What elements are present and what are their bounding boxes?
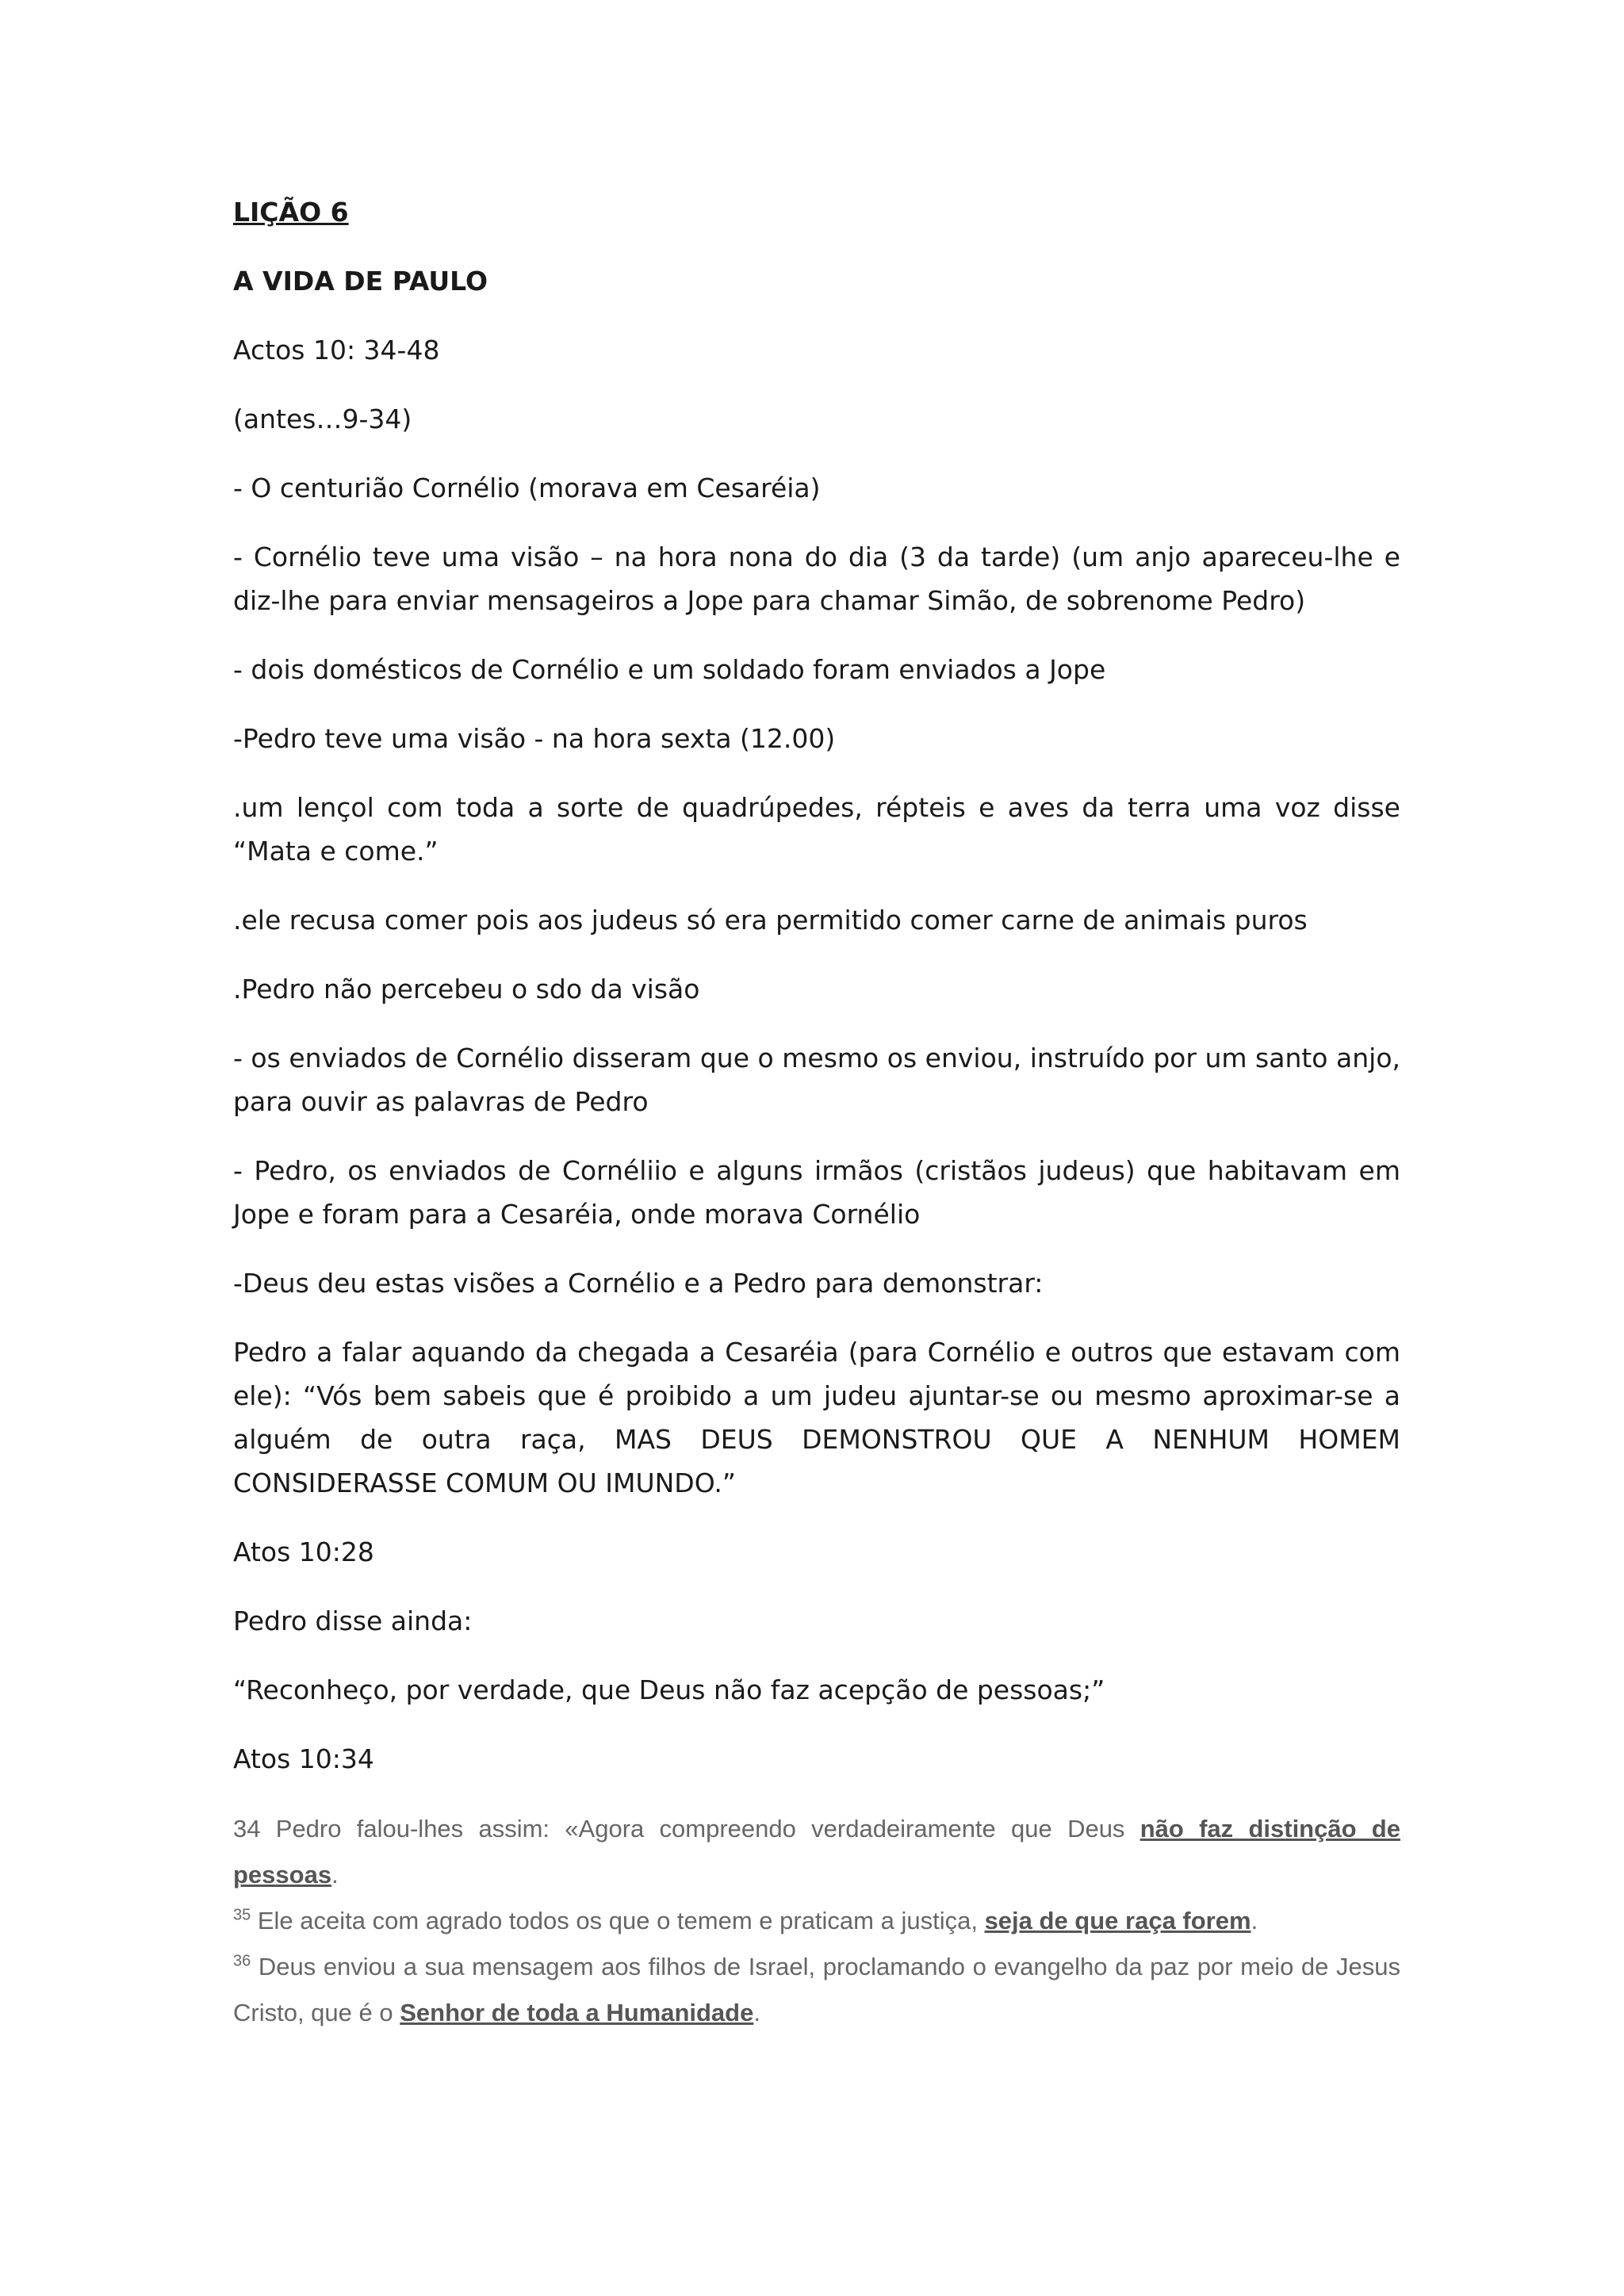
verse-number: 34 — [233, 1815, 261, 1843]
paragraph: (antes…9-34) — [233, 404, 412, 434]
verse-number: 36 — [233, 1952, 251, 1970]
verse-number: 35 — [233, 1906, 251, 1924]
verse-end: . — [1251, 1907, 1258, 1934]
document-page — [233, 190, 1400, 2036]
paragraph: Actos 10: 34-48 — [233, 335, 440, 365]
verse-36 — [233, 1944, 1400, 2036]
verse-emphasis: seja de que raça forem — [984, 1907, 1251, 1934]
verse-end: . — [753, 1999, 760, 2026]
document-body — [233, 190, 1400, 1781]
verse-text: Deus enviou a sua mensagem aos filhos de Israel, proclamando o evangelho da paz por meio de Jesus Cristo, que é o — [233, 1953, 1400, 2026]
paragraph: -Deus deu estas visões a Cornélio e a Pedro para demonstrar: — [233, 1268, 1044, 1299]
verse-34 — [233, 1806, 1400, 1898]
paragraph: Pedro a falar aquando da chegada a Cesaréia (para Cornélio e outros que estavam com ele): “Vós bem sabeis que é proibido a um judeu ajuntar-se ou mesmo aproximar-se a alguém de outra raça, MAS DEUS DEMONSTROU QUE A NENHUM HOMEM CONSIDERASSE COMUM OU IMUNDO.” — [233, 1337, 1400, 1498]
paragraph: - os enviados de Cornélio disseram que o mesmo os enviou, instruído por um santo anjo, para ouvir as palavras de Pedro — [233, 1043, 1400, 1117]
lesson-subtitle: A VIDA DE PAULO — [233, 266, 488, 297]
paragraph: -Pedro teve uma visão - na hora sexta (12.00) — [233, 723, 836, 754]
paragraph: “Reconheço, por verdade, que Deus não faz acepção de pessoas;” — [233, 1674, 1105, 1705]
verse-end: . — [331, 1861, 339, 1888]
verse-35 — [233, 1898, 1400, 1944]
paragraph: Atos 10:28 — [233, 1536, 374, 1567]
paragraph: - dois domésticos de Cornélio e um soldado foram enviados a Jope — [233, 654, 1106, 685]
paragraph: .Pedro não percebeu o sdo da visão — [233, 974, 700, 1004]
verse-emphasis: não faz distinção de pessoas — [233, 1815, 1400, 1888]
paragraph: .ele recusa comer pois aos judeus só era permitido comer carne de animais puros — [233, 905, 1308, 936]
paragraph: - Pedro, os enviados de Cornéliio e alguns irmãos (cristãos judeus) que habitavam em Jope e foram para a Cesaréia, onde morava Cornélio — [233, 1155, 1400, 1230]
paragraph: .um lençol com toda a sorte de quadrúpedes, répteis e aves da terra uma voz disse “Mata e come.” — [233, 792, 1400, 867]
bible-verses — [233, 1806, 1400, 2036]
verse-emphasis: Senhor de toda a Humanidade — [400, 1999, 754, 2026]
paragraph: Pedro disse ainda: — [233, 1605, 473, 1636]
verse-text: Pedro falou-lhes assim: «Agora compreendo verdadeiramente que Deus — [260, 1815, 1140, 1843]
verse-text: Ele aceita com agrado todos os que o temem e praticam a justiça, — [251, 1907, 985, 1934]
paragraph: Atos 10:34 — [233, 1743, 374, 1774]
lesson-title: LIÇÃO 6 — [233, 197, 349, 228]
paragraph: - Cornélio teve uma visão – na hora nona do dia (3 da tarde) (um anjo apareceu-lhe e diz-lhe para enviar mensageiros a Jope para chamar Simão, de sobrenome Pedro) — [233, 541, 1400, 616]
paragraph: - O centurião Cornélio (morava em Cesaréia) — [233, 473, 821, 503]
